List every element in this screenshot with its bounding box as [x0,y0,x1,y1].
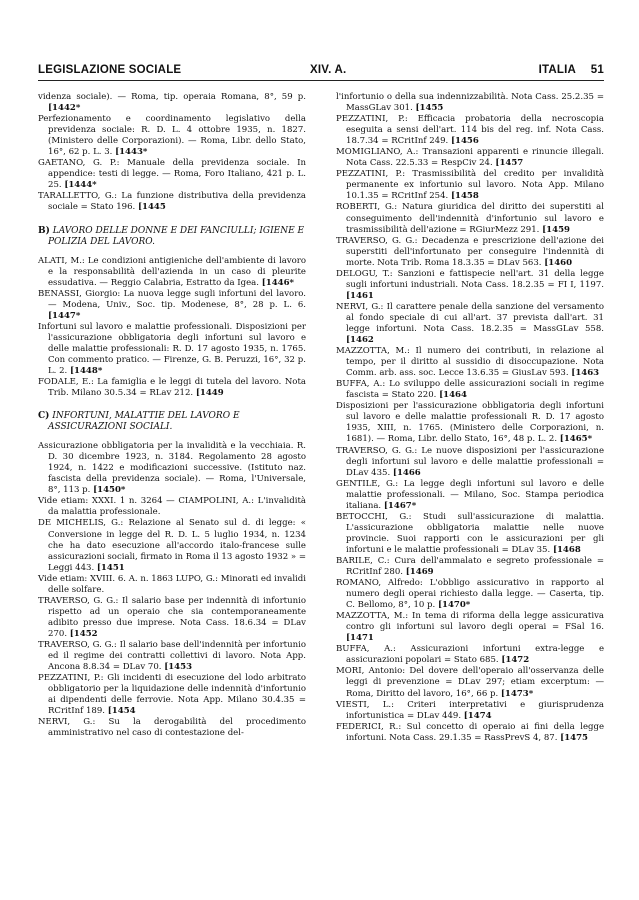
entry-number: [1447* [48,310,81,321]
entry-number: [1460 [544,257,573,268]
bibliography-entry [38,596,306,640]
entry-number: [1473* [500,688,534,699]
entry-text: MOMIGLIANO, A.: Transazioni apparenti e rinuncie illegali. Nota Cass. 22.5.33 = RespCiv 24. [336,147,604,169]
two-column-body [38,92,604,744]
entry-number: [1474 [463,710,492,721]
entry-text: GENTILE, G.: La legge degli infortuni sul lavoro e delle malattie professionali. — Milano, Soc. Stampa periodica italiana. [336,478,604,511]
header-section-title: LEGISLAZIONE SOCIALE [38,64,182,76]
bibliography-entry [336,147,604,169]
entry-number: [1452 [69,628,98,639]
entry-text: Assicurazione obbligatoria per la invalidità e la vecchiaia. R. D. 30 dicembre 1923, n. 3184. Regolamento 28 agosto 1924, n. 1422 e modificazioni successive. (Istituto naz. fascista della previdenza sociale). — Roma, l'Universale, 8°, 113 p. [38,441,306,496]
entry-number: [1466 [392,467,421,478]
header-chapter: XIV. A. [310,64,347,76]
right-column [336,92,604,744]
bibliography-entry [336,236,604,269]
bibliography-entry [336,169,604,202]
entry-number: [1450* [93,485,126,496]
entry-text: BUFFA, A.: Lo sviluppo delle assicurazioni sociali in regime fascista = Stato 220. [336,379,604,401]
entry-text: DELOGU, T.: Sanzioni e fattispecie nell'art. 31 della legge sugli infortuni industriali. Nota Cass. 18.2.35 = FI I, 1197. [336,268,604,290]
entry-text: Vide etiam: XVIII. 6. A. n. 1863 LUPO, G.: Minorati ed invalidi delle solfare. [38,573,306,595]
entry-text: videnza sociale). — Roma, tip. operaia Romana, 8°, 59 p. [38,92,306,102]
entry-number: [1448* [69,365,103,376]
entry-text: PEZZATINI, P.: Trasmissibilità del credito per invalidità permanente ex infortunio sul lavoro. Nota App. Milano 10.1.35 = RCritInf 254. [336,169,604,202]
entry-number: [1451 [96,562,125,573]
bibliography-entry [38,518,306,573]
entry-number: [1465* [559,434,593,445]
entry-text: MAZZOTTA, M.: Il numero dei contributi, in relazione al tempo, per il diritto al sussidio di disoccupazione. Nota Comm. arb. ass. soc. Lecce 13.6.35 = GiusLav 593. [336,346,604,379]
bibliography-entry [38,256,306,289]
bibliography-entry [38,377,306,399]
entry-number: [1471 [346,633,374,644]
entry-number: [1464 [439,390,467,401]
entry-text: VIESTI, L.: Criteri interpretativi e giurisprudenza infortunistica = DLav 449. [336,699,604,721]
bibliography-entry [336,302,604,346]
entries-section-c [38,441,306,739]
bibliography-entry [336,446,604,479]
entry-text: Disposizioni per l'assicurazione obbligatoria degli infortuni sul lavoro e delle malattie professionali R. D. 17 agosto 1935, XIII, n. 1765. (Ministero delle Corporazioni, n. 1681). — Roma, Libr. dello Stato, 16°, 48 p. L. 2. [336,401,604,445]
entry-text: TARALLETTO, G.: La funzione distributiva della previdenza sociale = Stato 196. [38,191,306,213]
entry-text: Vide etiam: XXXI. 1 n. 3264 — CIAMPOLINI, A.: L'invalidità da malattia professionale. [38,496,306,518]
entry-text: ROBERTI, G.: Natura giuridica del diritto dei superstiti al conseguimento dell'indennità d'infortunio sul lavoro e trasmissibilità dell'azione = RGiurMezz 291. [336,202,604,235]
bibliography-entry [336,202,604,235]
entry-text: GAETANO, G. P.: Manuale della previdenza sociale. In appendice: testi di legge. — Roma, Foro Italiano, 421 p. L. 25. [38,158,306,191]
entry-number: [1453 [164,662,193,673]
bibliography-entry [336,479,604,512]
entry-text: ALATI, M.: Le condizioni antigieniche dell'ambiente di lavoro e la responsabilità dell'azienda in un caso di pleurite essudativa. — Reggio Calabria, Estratto da Igea. [38,255,306,288]
document-page [38,58,604,743]
bibliography-entry [336,401,604,445]
bibliography-entry [336,379,604,401]
entry-text: NERVI, G.: Il carattere penale della sanzione del versamento al fondo speciale di cui all'art. 37 prevista dall'art. 31 legge infortuni. Nota Cass. 18.2.35 = MassGLav 558. [336,301,604,334]
entry-text: NERVI, G.: Su la derogabilità del procedimento amministrativo nel caso di contestazione del- [38,717,306,739]
bibliography-entry [38,158,306,191]
entry-number: [1456 [450,136,479,147]
bibliography-entry [336,700,604,722]
entry-text: MORI, Antonio: Del dovere dell'operaio all'osservanza delle leggi di prevenzione = DLav 297; etiam excerptum: — Roma, Diritto del lavoro, 16°, 66 p. [336,666,604,699]
entry-text: FEDERICI, R.: Sul concetto di operaio ai fini della legge infortuni. Nota Cass. 29.1.35 = RassPrevS 4, 87. [336,721,604,743]
bibliography-entry [38,496,306,518]
entry-number: [1443* [115,147,148,158]
entry-number: [1472 [501,655,530,666]
entry-text: FODALE, E.: La famiglia e le leggi di tutela del lavoro. Nota Trib. Milano 30.5.34 = RLav 212. [38,377,306,399]
entries-section-b [38,256,306,400]
entry-number: [1454 [107,706,136,717]
bibliography-entry [38,114,306,158]
bibliography-entry [336,578,604,611]
entry-number: [1457 [495,158,524,169]
entry-number: [1467* [383,500,417,511]
entry-number: [1459 [542,224,570,235]
bibliography-entry [38,322,306,377]
bibliography-entry [336,92,604,114]
entry-number: [1444* [64,180,97,191]
entry-number: [1468 [552,544,581,555]
header-country: ITALIA [538,64,576,76]
entry-text: TRAVERSO, G. G.: Il salario base per indennità di infortunio rispetto ad un operaio che sia contemporaneamente adibito presso due imprese. Nota Cass. 18.6.34 = DLav 270. [38,595,306,639]
bibliography-entry [38,673,306,717]
entry-number: [1463 [571,368,600,379]
section-title: INFORTUNI, MALATTIE DEL LAVORO E ASSICURAZIONI SOCIALI. [48,411,240,433]
section-heading-c [38,411,306,433]
left-column [38,92,306,744]
entry-text: TRAVERSO, G. G.: Il salario base dell'indennità per infortunio ed il regime dei contratti collettivi di lavoro. Nota App. Ancona 8.8.34 = DLav 70. [38,639,306,673]
entry-number: [1458 [450,191,479,202]
entry-number: [1462 [346,335,374,346]
entry-number: [1449 [195,388,224,399]
entry-text: MAZZOTTA, M.: In tema di riforma della legge assicurativa contro gli infortuni sul lavoro degli operai = FSal 16. [336,611,604,633]
entry-text: BARILE, C.: Cura dell'ammalato e segreto professionale = RCritInf 280. [336,555,604,578]
section-letter: C) [38,411,50,422]
section-title: LAVORO DELLE DONNE E DEI FANCIULLI; IGIENE E POLIZIA DEL LAVORO. [48,225,305,247]
entry-text: DE MICHELIS, G.: Relazione al Senato sul d. di legge: « Conversione in legge del R. D. L. 5 luglio 1934, n. 1234 che ha dato esecuzione all'accordo italo-francese sulle assicurazioni sociali, firmato in Roma il 13 agosto 1932 » = Leggi 443. [38,518,306,573]
entry-text: TRAVERSO, G. G.: Decadenza e prescrizione dell'azione dei superstiti dell'infortunato per conseguire l'indennità di morte. Nota Trib. Roma 18.3.35 = DLav 563. [336,235,604,268]
running-header [38,58,604,80]
entry-number: [1470* [437,600,471,611]
entry-text: TRAVERSO, G. G.: Le nuove disposizioni per l'assicurazione degli infortuni sul lavoro e delle malattie professionali = DLav 435. [336,445,604,478]
entry-number: [1445 [137,202,166,213]
bibliography-entry [38,640,306,673]
entry-text: BETOCCHI, G.: Studi sull'assicurazione di malattia. L'assicurazione obbligatoria malattie nelle nuove provincie. Suoi rapporti con le assicurazioni per gli infortuni e le malattie professionali = DLav 35. [336,511,604,555]
entry-text: Perfezionamento e coordinamento legislativo della previdenza sociale: R. D. L. 4 ottobre 1935, n. 1827. (Ministero delle Corporazioni). — Roma, Libr. dello Stato, 16°, 62 p. L. 3. [38,114,306,158]
entry-number: [1469 [405,567,434,578]
bibliography-entry [336,269,604,302]
entries-top [38,92,306,214]
entry-number: [1455 [415,103,444,114]
bibliography-entry [336,666,604,699]
entry-text: PEZZATINI, P.: Gli incidenti di esecuzione del lodo arbitrato obbligatorio per la liquidazione delle indennità d'infortunio ai dipendenti delle ferrovie. Nota App. Milano 30.4.35 = RCritInf 189. [38,673,306,717]
entry-text: BENASSI, Giorgio: La nuova legge sugli infortuni del lavoro. — Modena, Univ., Soc. tip. Modenese, 8°, 28 p. L. 6. [38,288,306,310]
entry-number: [1446* [261,277,295,288]
entry-text: l'infortunio o della sua indennizzabilità. Nota Cass. 25.2.35 = MassGLav 301. [336,92,604,114]
header-rule [38,80,604,81]
entry-number: [1442* [48,103,81,114]
entries-right [336,92,604,744]
page-number: 51 [590,64,604,76]
entry-text: PEZZATINI, P.: Efficacia probatoria della necroscopia eseguita a sensi dell'art. 114 bis del reg. inf. Nota Cass. 18.7.34 = RCritInf 249. [336,114,604,147]
entry-number: [1461 [346,290,374,301]
bibliography-entry [336,114,604,147]
bibliography-entry [38,574,306,596]
bibliography-entry [38,441,306,496]
entry-text: BUFFA, A.: Assicurazioni infortuni extra-legge e assicurazioni popolari = Stato 685. [336,644,604,666]
bibliography-entry [336,556,604,578]
section-letter: B) [38,225,50,236]
bibliography-entry [336,346,604,379]
bibliography-entry [38,191,306,213]
entry-number: [1475 [560,732,588,743]
bibliography-entry [336,644,604,666]
bibliography-entry [38,289,306,322]
bibliography-entry [336,611,604,644]
section-heading-b [38,226,306,248]
entry-text: ROMANO, Alfredo: L'obbligo assicurativo in rapporto al numero degli operai richiesto dalla legge. — Caserta, tip. C. Bellomo, 8°, 10 p. [336,578,604,611]
entry-text: Infortuni sul lavoro e malattie professionali. Disposizioni per l'assicurazione obbligatoria degli infortuni sul lavoro e delle malattie professionali: R. D. 17 agosto 1935, n. 1765. Con commento pratico. — Firenze, G. B. Peruzzi, 16°, 32 p. L. 2. [38,321,306,376]
bibliography-entry [336,722,604,744]
bibliography-entry [38,92,306,114]
bibliography-entry [38,717,306,739]
bibliography-entry [336,512,604,556]
